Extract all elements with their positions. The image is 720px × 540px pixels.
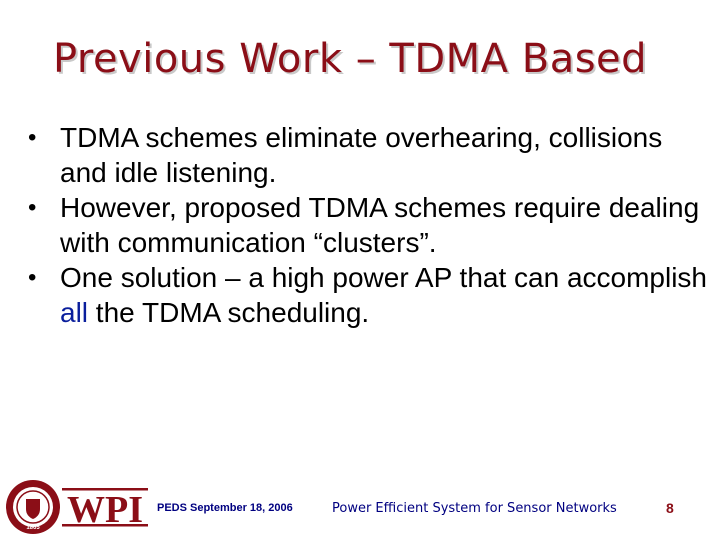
bullet-text-after: the TDMA scheduling. — [88, 297, 370, 328]
bullet-glyph: • — [28, 264, 37, 291]
bullet-text: TDMA schemes eliminate overhearing, collisions and idle listening. — [60, 122, 663, 188]
wpi-logo — [4, 478, 150, 536]
bullet-glyph: • — [28, 194, 37, 221]
bullet-text-before: One solution – a high power AP that can accomplish — [60, 262, 707, 293]
bullet-highlight: all — [60, 297, 89, 328]
wpi-seal-icon — [6, 480, 60, 534]
bullet-item — [28, 190, 708, 260]
slide-title: Previous Work – TDMA Based — [52, 36, 648, 82]
bullet-list — [28, 120, 708, 330]
bullet-item — [28, 260, 708, 330]
bullet-glyph: • — [28, 124, 37, 151]
footer-title: Power Efficient System for Sensor Networks — [332, 501, 617, 516]
footer-date: PEDS September 18, 2006 — [157, 502, 293, 514]
seal-year: 1865 — [26, 525, 40, 531]
page-number: 8 — [666, 500, 674, 516]
bullet-text: However, proposed TDMA schemes require dealing with communication “clusters”. — [60, 192, 700, 258]
bullet-item — [28, 120, 708, 190]
logo-wordmark: WPI — [67, 489, 143, 531]
